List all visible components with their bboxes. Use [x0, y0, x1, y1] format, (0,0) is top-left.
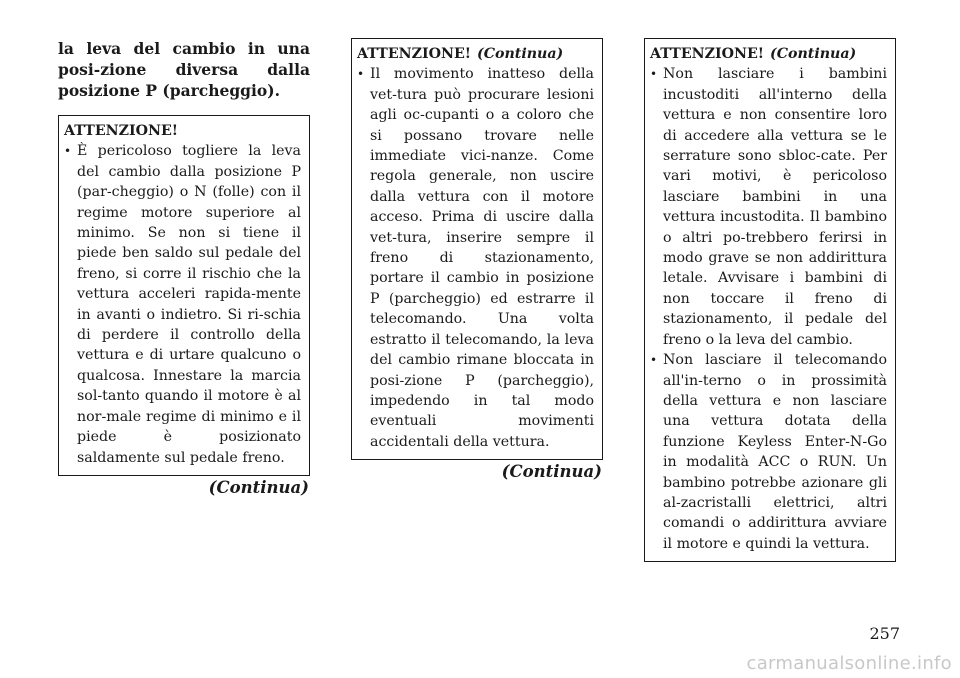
warning-list: [649, 64, 887, 554]
warning-item: • Non lasciare il telecomando all'in-terno o in prossimità della vettura e non lasciare una vettura dotata della funzione Keyless Enter-N-Go in modalità ACC o RUN. Un bambino potrebbe azionare gli al-zacristalli elettrici, altri comandi o addirittura avviare il motore e quindi la vettura.: [649, 350, 887, 554]
warning-continued-label: (Continua): [769, 46, 857, 62]
intro-text: la leva del cambio in una posi-zione diversa dalla posizione P (parcheggio).: [58, 39, 310, 100]
warning-title-text: ATTENZIONE!: [64, 123, 178, 139]
warning-item: • Il movimento inatteso della vet-tura può procurare lesioni agli oc-cupanti o a coloro che si possano trovare nelle immediate vici-nanze. Come regola generale, non uscire dalla vettura con il motore acceso. Prima di uscire dalla vet-tura, inserire sempre il freno di stazionamento, portare il cambio in posizione P (parcheggio) ed estrarre il telecomando. Una volta estratto il telecomando, la leva del cambio rimane bloccata in posi-zione P (parcheggio), impedendo in tal modo eventuali movimenti accidentali della vettura.: [356, 64, 594, 452]
warning-list: [63, 141, 301, 468]
continua-label: (Continua): [208, 477, 309, 497]
warning-title: [356, 44, 594, 64]
warning-list: [356, 64, 594, 452]
warning-box-3: [644, 38, 896, 562]
warning-continued-label: (Continua): [476, 46, 564, 62]
warning-title-text: ATTENZIONE!: [650, 46, 764, 62]
watermark-text: carmanualsonline.info: [746, 653, 952, 674]
continua-label: (Continua): [501, 462, 602, 482]
warning-title: [63, 121, 301, 141]
column-1: [58, 38, 310, 497]
warning-box-2: [351, 38, 603, 460]
warning-box-1: [58, 115, 310, 476]
warning-item: • È pericoloso togliere la leva del cambio dalla posizione P (par-cheggio) o N (folle) con il regime motore superiore al minimo. Se non si tiene il piede ben saldo sul pedale del freno, si corre il rischio che la vettura acceleri rapida-mente in avanti o indietro. Si ri-schia di perdere il controllo della vettura e di urtare qualcuno o qualcosa. Innestare la marcia sol-tanto quando il motore è al nor-male regime di minimo e il piede è posizionato saldamente sul pedale freno.: [63, 141, 301, 468]
column-2: [351, 38, 603, 481]
warning-title: [649, 44, 887, 64]
warning-title-text: ATTENZIONE!: [357, 46, 471, 62]
page-number: 257: [869, 624, 900, 643]
warning-item: • Non lasciare i bambini incustoditi all'interno della vettura e non consentire loro di accedere alla vettura se le serrature sono sbloc-cate. Per vari motivi, è pericoloso lasciare bambini in una vettura incustodita. Il bambino o altri po-trebbero ferirsi in modo grave se non addirittura letale. Avvisare i bambini di non toccare il freno di stazionamento, il pedale del freno o la leva del cambio.: [649, 64, 887, 350]
column-3: [644, 38, 896, 562]
